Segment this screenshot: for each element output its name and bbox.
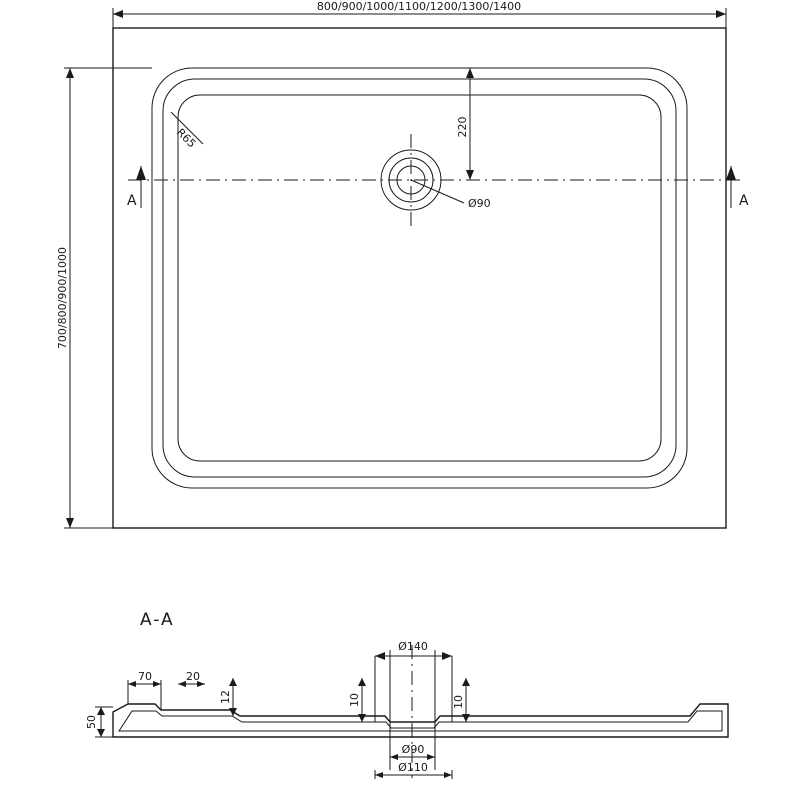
drain-offset-label: 220 xyxy=(456,116,469,138)
drain-offset-arrow-bottom xyxy=(466,170,474,180)
width-arrow-left xyxy=(113,10,123,18)
drain-bore-arrow-right xyxy=(427,754,435,760)
basin-outer-edge xyxy=(152,68,687,488)
drain-diameter-label: Ø90 xyxy=(468,197,491,210)
width-arrow-right xyxy=(716,10,726,18)
step-width-label: 20 xyxy=(186,670,200,683)
inner-depth-arrow-top xyxy=(229,678,237,686)
inner-depth-label: 12 xyxy=(219,690,232,704)
drain-depth-left-arrow-top xyxy=(358,678,366,686)
drain-outer-label: Ø110 xyxy=(398,761,428,774)
corner-radius-label: R65 xyxy=(173,125,199,151)
section-arrow-left xyxy=(136,166,146,180)
total-height-arrow-bottom xyxy=(97,729,105,737)
step-width-arrow-left xyxy=(178,681,186,687)
inner-depth-arrow-bottom xyxy=(229,708,237,716)
edge-width-arrow-right xyxy=(153,681,161,687)
edge-width-label: 70 xyxy=(138,670,152,683)
section-inner-profile xyxy=(119,711,722,731)
width-dimension-label: 800/900/1000/1100/1200/1300/1400 xyxy=(316,0,522,13)
drain-depth-left-arrow-bottom xyxy=(358,714,366,722)
drain-depth-left-label: 10 xyxy=(348,693,361,707)
drain-outer-arrow-left xyxy=(375,772,383,778)
drain-top-arrow-right xyxy=(442,652,452,660)
section-arrow-right xyxy=(726,166,736,180)
drain-offset-arrow-top xyxy=(466,68,474,78)
height-arrow-bottom xyxy=(66,518,74,528)
drain-top-diameter-label: Ø140 xyxy=(398,640,428,653)
height-dimension-label: 700/800/900/1000 xyxy=(56,246,69,350)
drain-depth-right-arrow-top xyxy=(462,678,470,686)
drain-bore-label: Ø90 xyxy=(401,743,425,756)
height-arrow-top xyxy=(66,68,74,78)
drain-bore-arrow-left xyxy=(390,754,398,760)
section-profile-outline xyxy=(113,704,728,737)
drain-depth-right-label: 10 xyxy=(452,695,465,709)
drain-depth-right-arrow-bottom xyxy=(462,714,470,722)
section-title: A-A xyxy=(140,610,175,630)
edge-width-arrow-left xyxy=(128,681,136,687)
total-height-arrow-top xyxy=(97,707,105,715)
drain-top-arrow-left xyxy=(375,652,385,660)
tray-outline xyxy=(113,28,726,528)
drain-outer-arrow-right xyxy=(444,772,452,778)
basin-inner-edge xyxy=(163,79,676,477)
section-mark-right-label: A xyxy=(739,193,749,209)
total-height-label: 50 xyxy=(85,715,98,729)
section-mark-left-label: A xyxy=(127,193,137,209)
basin-floor xyxy=(178,95,661,461)
